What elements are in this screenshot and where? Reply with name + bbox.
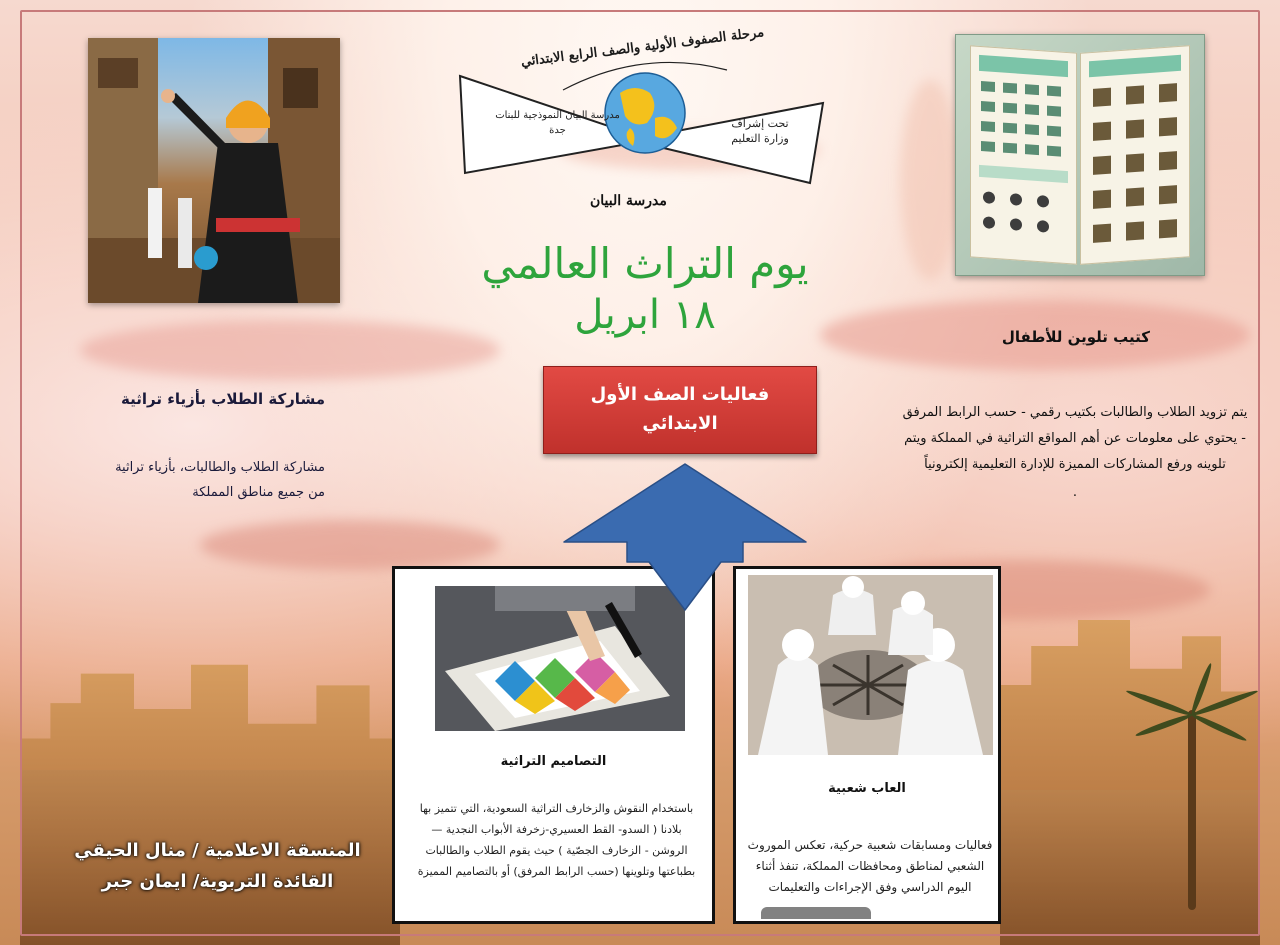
coloring-book-description [900,400,1250,506]
down-arrow-icon [562,462,808,612]
school-leader: القائدة التربوية/ ايمان جبر [101,870,334,892]
games-card-text: فعاليات ومسابقات شعبية حركية، تعكس الموروث الشعبي لمناطق ومحافظات المملكة، تنفذ أثناء اليوم الدراسي وفق الإجراءات والتعليمات [747,838,993,894]
coloring-book-dot: . [1072,485,1078,500]
book-page-left [970,45,1077,264]
girl-costume-photo [88,38,340,303]
scroll-indicator [761,907,871,919]
school-logo [455,25,830,213]
cloud-streak [80,320,500,380]
traditional-designs-card [392,566,715,924]
costumes-heading: مشاركة الطلاب بأزياء تراثية [121,390,325,408]
logo-supervision: تحت إشراف وزارة التعليم [731,117,789,146]
event-date: ١٨ ابريل [574,292,716,338]
grade-banner [543,366,817,454]
grade-banner-line2: الابتدائي [642,413,718,434]
designs-card-text: باستخدام النقوش والزخارف التراثية السعودية، التي تتميز بها بلادنا ( السدو- القط العسيري-زخرفة الأبواب النجدية — الروشن - الزخارف الجصّية ) حيث يقوم الطلاب والطالبات بطباعتها وتلوينها (حسب الرابط المرفق) أو بالتصاميم المميزة [417,802,696,878]
logo-school-full-name: مدرسة البيان النموذجية للبنات جدة [495,110,620,136]
cloud-streak [200,520,500,570]
fortress-shadow-right [1000,790,1260,945]
coloring-book-photo [955,34,1205,276]
designs-card-title: التصاميم التراثية [500,754,607,769]
logo-school-name: مدرسة البيان [590,193,667,209]
coloring-book-heading: كتيب تلوين للأطفال [1001,328,1150,346]
media-coordinator: المنسقة الاعلامية / منال الحيقي [74,840,361,861]
event-title: يوم التراث العالمي [481,239,809,288]
costumes-description: مشاركة الطلاب والطالبات، بأزياء تراثية من جميع مناطق المملكة [115,460,325,500]
logo-stage-text: مرحلة الصفوف الأولية والصف الرابع الابتدائي [520,25,765,70]
coloring-book-text: يتم تزويد الطلاب والطالبات بكتيب رقمي - حسب الرابط المرفق - يحتوي على معلومات عن أهم المواقع التراثية في المملكة ويتم تلوينه ورفع المشاركات المميزة للإدارة التعليمية إلكترونياً [902,405,1248,472]
cloud-streak [900,80,960,280]
palm-trunk [1188,710,1196,910]
grade-banner-line1: فعاليات الصف الأول [590,384,770,406]
credits [50,836,385,897]
folk-games-card [733,566,1001,924]
games-card-title: العاب شعبية [828,781,906,796]
book-page-right [1080,45,1190,265]
